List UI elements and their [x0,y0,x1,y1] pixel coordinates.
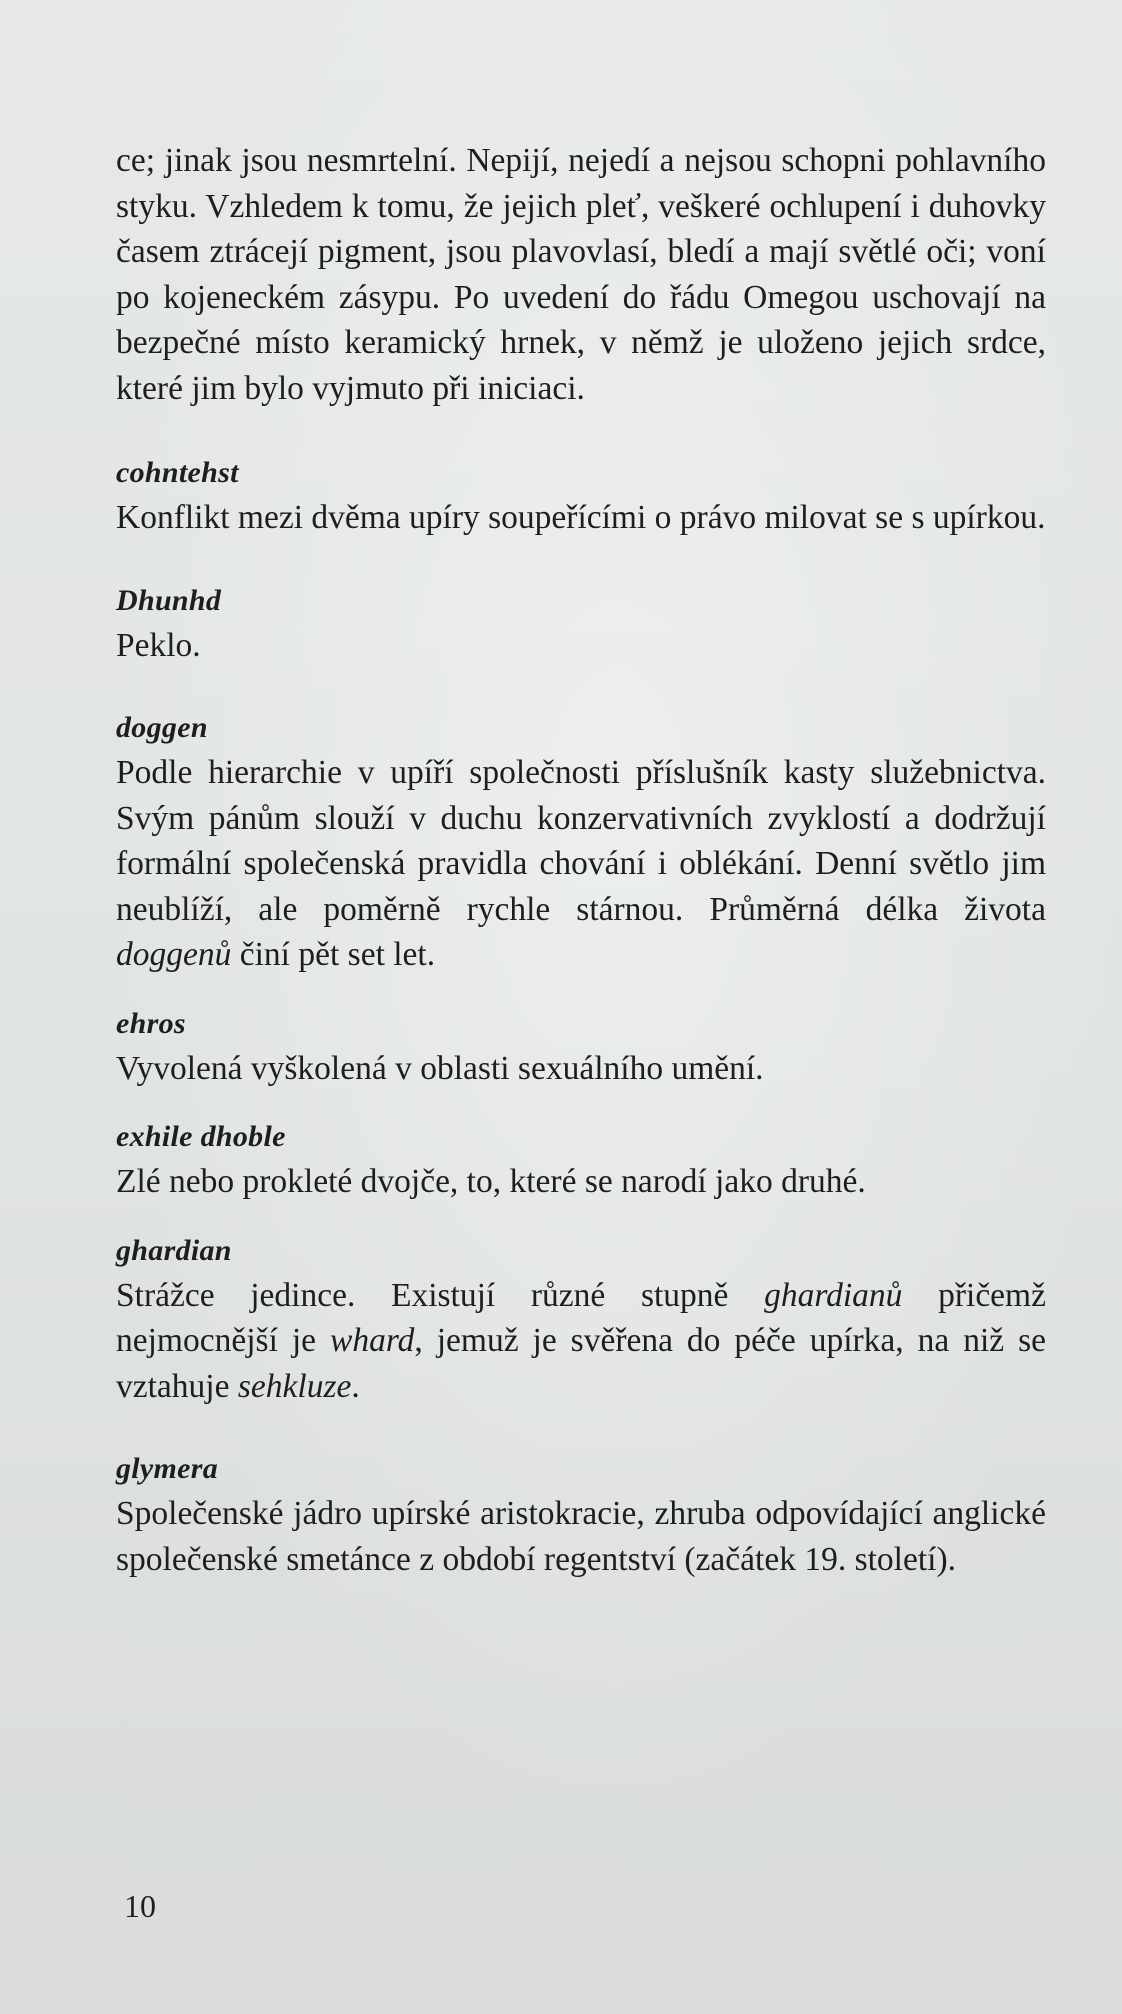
glossary-term: cohntehst [116,456,239,489]
glossary-definition: Vyvolená vyškolená v oblasti sexuálního umění. [116,1049,764,1087]
definition-italic-term: whard [329,1322,415,1359]
glossary-definition: Společenské jádro upírské aristokracie, zhruba odpovídající anglické společenské smetánce z období regentství (začátek 19. století). [116,1495,1046,1578]
glossary-entry-ghardian [116,1229,1046,1410]
glossary-definition: Zlé nebo prokleté dvojče, to, které se narodí jako druhé. [116,1163,866,1200]
glossary-entry-ehros [116,1002,1046,1092]
glossary-definition [116,1273,1046,1410]
page-number: 10 [124,1888,156,1924]
glossary-term: doggen [116,711,208,744]
definition-text: , jemuž je svěřena do péče upírka, na niž se vztahuje [116,1322,1046,1405]
glossary-definition: Peklo. [116,626,201,664]
glossary-text [116,138,1046,1582]
glossary-entry-exhile-dhoble [116,1115,1046,1205]
glossary-entry-glymera [116,1447,1046,1582]
glossary-definition [116,750,1046,978]
definition-italic-term: sehkluze [237,1367,352,1405]
glossary-term: glymera [116,1452,219,1485]
glossary-term: exhile dhoble [116,1120,286,1153]
glossary-entry-cohntehst [116,451,1046,541]
definition-text: činí pět set let. [231,936,436,973]
definition-text: přičemž nejmocnější je [116,1276,1046,1359]
glossary-entry-dhunhd [116,579,1046,669]
definition-text: Strážce jedince. Existují různé stupně [116,1276,765,1314]
definition-italic-term: doggenů [116,936,232,973]
glossary-term: ehros [116,1006,186,1040]
definition-italic-term: ghardianů [764,1276,903,1314]
definition-text: . [351,1367,360,1405]
glossary-term: ghardian [116,1233,232,1267]
glossary-definition: Konflikt mezi dvěma upíry soupeřícími o právo milovat se s upírkou. [116,499,1046,536]
definition-text: Podle hierarchie v upíří společnosti příslušník kasty služebnictva. Svým pánům slouží v duchu konzervativních zvyklostí a dodržují formální společenská pravidla chování i oblékání. Denní světlo jim neublíží, ale poměrně rychle stárnou. Průměrná délka života [116,754,1046,928]
glossary-entry-doggen [116,706,1046,978]
intro-paragraph: ce; jinak jsou nesmrtelní. Nepijí, nejedí a nejsou schopni pohlavního styku. Vzhledem k tomu, že jejich pleť, veškeré ochlupení i duhovky časem ztrácejí pigment, jsou plavovlasí, bledí a mají světlé oči; voní po kojeneckém zásypu. Po uvedení do řádu Omegou uschovají na bezpečné místo keramický hrnek, v němž je uloženo jejich srdce, které jim bylo vyjmuto při iniciaci. [116,142,1046,407]
glossary-term: Dhunhd [116,583,222,617]
